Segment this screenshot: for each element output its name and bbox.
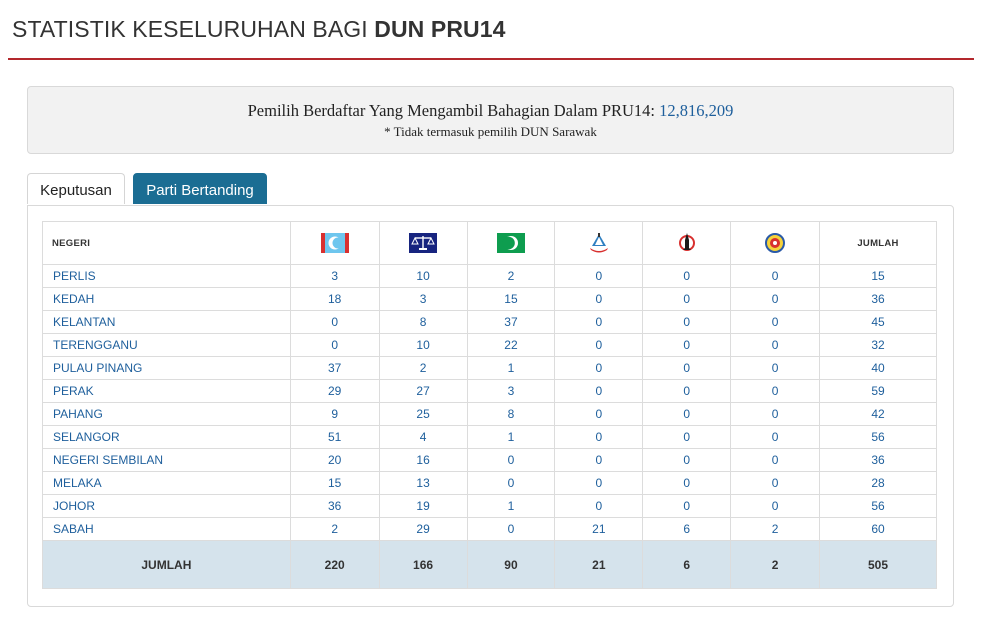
row-total-cell: 60 — [820, 518, 937, 541]
seat-count-cell: 0 — [731, 265, 820, 288]
warisan-logo-icon — [587, 232, 611, 254]
seat-count-cell: 29 — [290, 380, 379, 403]
table-row — [43, 518, 937, 541]
seat-count-cell: 0 — [731, 472, 820, 495]
party-emblem-logo-icon — [764, 232, 786, 254]
seat-count-cell: 0 — [467, 472, 555, 495]
page-title-bold: DUN PRU14 — [374, 16, 506, 42]
seat-count-cell: 2 — [379, 357, 467, 380]
pas-moon-logo-icon — [497, 233, 525, 253]
seat-count-cell: 0 — [643, 472, 731, 495]
seat-count-cell: 0 — [731, 311, 820, 334]
state-name-link[interactable]: MELAKA — [43, 472, 291, 495]
row-total-cell: 40 — [820, 357, 937, 380]
seat-count-cell: 0 — [290, 334, 379, 357]
seat-count-cell: 0 — [555, 380, 643, 403]
seat-count-cell: 22 — [467, 334, 555, 357]
seat-count-cell: 2 — [467, 265, 555, 288]
seat-count-cell: 25 — [379, 403, 467, 426]
seat-count-cell: 18 — [290, 288, 379, 311]
seat-count-cell: 0 — [643, 403, 731, 426]
seat-count-cell: 21 — [555, 518, 643, 541]
table-row — [43, 265, 937, 288]
table-row — [43, 449, 937, 472]
voter-summary-note: * Tidak termasuk pemilih DUN Sarawak — [384, 124, 597, 139]
results-panel — [27, 205, 954, 607]
voter-summary-box — [27, 86, 954, 154]
state-name-link[interactable]: KEDAH — [43, 288, 291, 311]
seat-count-cell: 0 — [731, 426, 820, 449]
voter-summary-line — [28, 101, 953, 121]
page-title-prefix: STATISTIK KESELURUHAN BAGI — [12, 16, 368, 42]
seat-count-cell: 0 — [643, 334, 731, 357]
row-total-cell: 28 — [820, 472, 937, 495]
seat-count-cell: 51 — [290, 426, 379, 449]
table-footer-row — [43, 541, 937, 589]
table-row — [43, 334, 937, 357]
header-party-emblem — [731, 222, 820, 265]
seat-count-cell: 1 — [467, 495, 555, 518]
seat-count-cell: 0 — [731, 357, 820, 380]
footer-value: 166 — [379, 541, 467, 589]
seat-count-cell: 2 — [290, 518, 379, 541]
seat-count-cell: 0 — [555, 403, 643, 426]
dap-rocket-logo-icon — [678, 232, 696, 254]
seat-count-cell: 13 — [379, 472, 467, 495]
header-party-pas — [467, 222, 555, 265]
footer-total: 505 — [820, 541, 937, 589]
seat-count-cell: 0 — [643, 357, 731, 380]
tab-keputusan[interactable]: Keputusan — [27, 173, 125, 204]
seat-count-cell: 0 — [731, 495, 820, 518]
seat-count-cell: 10 — [379, 265, 467, 288]
seat-count-cell: 0 — [643, 265, 731, 288]
table-row — [43, 472, 937, 495]
seat-count-cell: 3 — [290, 265, 379, 288]
seat-count-cell: 0 — [731, 403, 820, 426]
state-name-link[interactable]: JOHOR — [43, 495, 291, 518]
row-total-cell: 56 — [820, 495, 937, 518]
results-table-body — [43, 265, 937, 541]
seat-count-cell: 1 — [467, 426, 555, 449]
seat-count-cell: 1 — [467, 357, 555, 380]
seat-count-cell: 8 — [467, 403, 555, 426]
row-total-cell: 59 — [820, 380, 937, 403]
footer-value: 21 — [555, 541, 643, 589]
table-row — [43, 380, 937, 403]
table-row — [43, 403, 937, 426]
seat-count-cell: 0 — [643, 380, 731, 403]
seat-count-cell: 15 — [467, 288, 555, 311]
voter-count: 12,816,209 — [659, 101, 734, 120]
seat-count-cell: 0 — [643, 426, 731, 449]
title-divider — [8, 58, 974, 60]
seat-count-cell: 0 — [467, 449, 555, 472]
bn-scales-logo-icon — [409, 233, 437, 253]
seat-count-cell: 0 — [731, 288, 820, 311]
row-total-cell: 45 — [820, 311, 937, 334]
state-name-link[interactable]: TERENGGANU — [43, 334, 291, 357]
seat-count-cell: 36 — [290, 495, 379, 518]
seat-count-cell: 0 — [731, 449, 820, 472]
footer-label: JUMLAH — [43, 541, 291, 589]
table-row — [43, 357, 937, 380]
seat-count-cell: 0 — [555, 449, 643, 472]
seat-count-cell: 0 — [555, 357, 643, 380]
header-party-warisan — [555, 222, 643, 265]
seat-count-cell: 9 — [290, 403, 379, 426]
seat-count-cell: 0 — [555, 472, 643, 495]
table-row — [43, 426, 937, 449]
state-name-link[interactable]: PAHANG — [43, 403, 291, 426]
table-header-row — [43, 222, 937, 265]
seat-count-cell: 0 — [555, 288, 643, 311]
header-party-dap — [643, 222, 731, 265]
row-total-cell: 42 — [820, 403, 937, 426]
seat-count-cell: 0 — [555, 311, 643, 334]
seat-count-cell: 0 — [555, 334, 643, 357]
seat-count-cell: 0 — [467, 518, 555, 541]
header-party-bn — [379, 222, 467, 265]
seat-count-cell: 19 — [379, 495, 467, 518]
footer-value: 90 — [467, 541, 555, 589]
row-total-cell: 36 — [820, 449, 937, 472]
state-name-link[interactable]: SELANGOR — [43, 426, 291, 449]
seat-count-cell: 3 — [467, 380, 555, 403]
row-total-cell: 56 — [820, 426, 937, 449]
seat-count-cell: 37 — [467, 311, 555, 334]
tab-parti-bertanding[interactable]: Parti Bertanding — [133, 173, 267, 204]
page-title — [12, 16, 506, 43]
seat-count-cell: 0 — [555, 265, 643, 288]
table-row — [43, 495, 937, 518]
seat-count-cell: 16 — [379, 449, 467, 472]
row-total-cell: 32 — [820, 334, 937, 357]
seat-count-cell: 0 — [731, 334, 820, 357]
state-name-link[interactable]: KELANTAN — [43, 311, 291, 334]
seat-count-cell: 8 — [379, 311, 467, 334]
row-total-cell: 36 — [820, 288, 937, 311]
seat-count-cell: 10 — [379, 334, 467, 357]
seat-count-cell: 4 — [379, 426, 467, 449]
table-row — [43, 288, 937, 311]
state-name-link[interactable]: NEGERI SEMBILAN — [43, 449, 291, 472]
row-total-cell: 15 — [820, 265, 937, 288]
footer-value: 220 — [290, 541, 379, 589]
state-name-link[interactable]: PERLIS — [43, 265, 291, 288]
state-name-link[interactable]: PULAU PINANG — [43, 357, 291, 380]
pkr-logo-icon — [321, 233, 349, 253]
state-name-link[interactable]: PERAK — [43, 380, 291, 403]
seat-count-cell: 20 — [290, 449, 379, 472]
header-negeri: NEGERI — [43, 222, 291, 265]
header-party-pkr — [290, 222, 379, 265]
seat-count-cell: 15 — [290, 472, 379, 495]
seat-count-cell: 0 — [555, 495, 643, 518]
footer-value: 6 — [643, 541, 731, 589]
seat-count-cell: 0 — [643, 495, 731, 518]
seat-count-cell: 29 — [379, 518, 467, 541]
seat-count-cell: 2 — [731, 518, 820, 541]
footer-value: 2 — [731, 541, 820, 589]
seat-count-cell: 0 — [643, 449, 731, 472]
state-name-link[interactable]: SABAH — [43, 518, 291, 541]
header-jumlah: JUMLAH — [820, 222, 937, 265]
seat-count-cell: 37 — [290, 357, 379, 380]
seat-count-cell: 0 — [290, 311, 379, 334]
seat-count-cell: 0 — [555, 426, 643, 449]
results-table — [42, 221, 937, 589]
seat-count-cell: 27 — [379, 380, 467, 403]
seat-count-cell: 6 — [643, 518, 731, 541]
seat-count-cell: 0 — [643, 311, 731, 334]
table-row — [43, 311, 937, 334]
seat-count-cell: 0 — [643, 288, 731, 311]
seat-count-cell: 3 — [379, 288, 467, 311]
voter-summary-label: Pemilih Berdaftar Yang Mengambil Bahagian Dalam PRU14: — [247, 101, 656, 120]
seat-count-cell: 0 — [731, 380, 820, 403]
